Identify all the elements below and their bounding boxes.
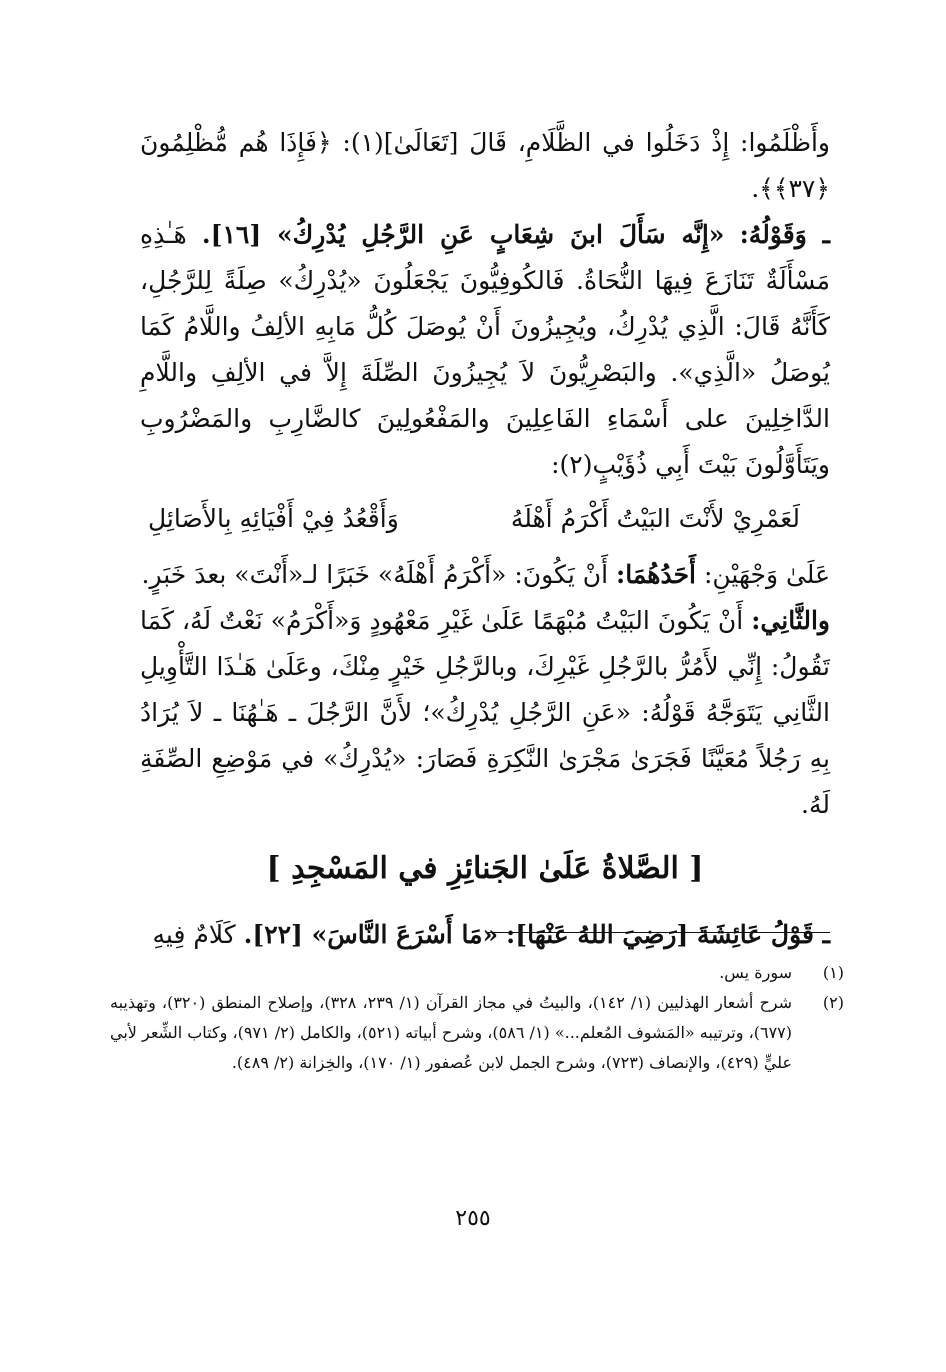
footnote-number: (٢) — [822, 993, 844, 1012]
poetry-verse — [140, 496, 830, 542]
verse-second-hemistich: وَأَقْعُدُ فِيْ أَفْيَائِهِ بِالأَصَائِلِ — [148, 504, 399, 533]
lead-phrase: ـ قَوْلُ عَائِشَةَ [رَضِيَ اللهُ عَنْهَا]: — [506, 920, 830, 949]
footnote-divider — [488, 932, 830, 933]
lead-phrase: والثَّانِي: — [751, 606, 831, 635]
footnote-text: شرح أشعار الهذليين (١/ ١٤٢)، والبيتُ في مجاز القرآن (١/ ٢٣٩، ٣٢٨)، وإصلاح المنطق (٣٢٠)، وتهذيبه (٦٧٧)، وترتيبه «المَشوف المُعلم...» (١/ ٥٨٦)، وشرح أبياته (٥٢١)، والكامل (٢/ ٩٧١)، وكتاب الشِّعر لأبي عليٍّ (٤٢٩)، والإنصاف (٧٢٣)، وشرح الجمل لابن عُصفور (١/ ١٧٠)، والخِزانة (٢/ ٤٨٩). — [110, 993, 793, 1072]
paragraph — [140, 598, 830, 828]
hadith-quote: «إِنَّه سَأَلَ ابنَ شِعَابٍ عَنِ الرَّجُلِ يُدْرِكُ» [١٦]. — [201, 220, 725, 249]
paragraph — [140, 912, 830, 958]
paragraph — [140, 212, 830, 488]
page-number: ٢٥٥ — [455, 1206, 491, 1231]
paragraph-text: عَلَىٰ وَجْهَيْنِ: — [703, 560, 830, 589]
paragraph-text: أَنْ يَكُونَ: «أَكْرَمُ أَهْلَهُ» خَبَرًا لـ«أَنْتَ» بعدَ خَبَرٍ. — [141, 560, 609, 589]
lead-phrase: ـ وَقَوْلُهُ: — [739, 220, 831, 249]
paragraph-text: أَنْ يَكُونَ البَيْتُ مُبْهَمًا عَلَىٰ غَيْرِ مَعْهُودٍ وَ«أَكْرَمُ» نَعْتٌ لَهُ، كَمَا تَقُولُ: إِنِّي لأَمُرُّ بالرَّجُلِ غَيْرِكَ، وبالرَّجُلِ خَيْرٍ مِنْكَ، وعَلَىٰ هَـٰذَا التَّأْوِيلِ الثَّانِي يَتَوَجَّهُ قَوْلُهُ: «عَنِ الرَّجُلِ يُدْرِكُ»؛ لأَنَّ الرَّجُلَ ـ هَـٰهُنَا ـ لاَ يُرَادُ بِهِ رَجُلاً مُعَيَّنًا فَجَرَىٰ مَجْرَىٰ النَّكِرَةِ فَصَارَ: «يُدْرِكُ» في مَوْضِعِ الصِّفَةِ لَهُ. — [140, 606, 830, 819]
hadith-quote: «مَا أَسْرَعَ النَّاسَ» [٢٢]. — [243, 920, 499, 949]
paragraph-text: هَـٰذِهِ مَسْأَلَةٌ تَنَازَعَ فِيهَا النُّحَاةُ. فَالكُوفِيُّونَ يَجْعَلُونَ «يُدْرِكُ» صِلَةً لِلرَّجُلِ، كَأَنَّهُ قَالَ: الَّذِي يُدْرِكُ، ويُجِيزُونَ أَنْ يُوصَلَ كُلُّ مَابِهِ الألِفُ واللَّامُ كَمَا يُوصَلُ «الَّذِي». والبَصْرِيُّونَ لاَ يُجِيزُونَ الصِّلَةَ إِلاَّ في الألِفِ واللَّامِ الدَّاخِلِينَ على أَسْمَاءِ الفَاعِلِينَ والمَفْعُولِينَ كالضَّارِبِ والمَضْرُوبِ ويَتَأَوَّلُونَ بَيْتَ أَبِي ذُؤَيْبٍ(٢): — [140, 220, 830, 479]
main-text — [140, 120, 830, 958]
footnotes — [110, 958, 844, 1078]
text-line: وأَظْلَمُوا: إِذْ دَخَلُوا في الظَّلَامِ، قَالَ [تَعَالَىٰ](١): ﴿فَإِذَا هُم مُّظْلِمُونَ ﴿٣٧﴾﴾. — [140, 128, 830, 203]
paragraph — [140, 552, 830, 598]
paragraph-text: كَلَامٌ فِيهِ — [152, 920, 236, 949]
footnote — [110, 988, 844, 1078]
footnote — [110, 958, 844, 988]
lead-phrase: أَحَدُهُمَا: — [616, 560, 697, 589]
section-heading: [ الصَّلاةُ عَلَىٰ الجَنائِزِ في المَسْجِدِ ] — [266, 851, 704, 886]
footnote-number: (١) — [822, 963, 844, 982]
footnote-text: سورة يس. — [719, 963, 792, 982]
verse-first-hemistich: لَعَمْرِيْ لأَنْتَ البَيْتُ أَكْرَمُ أَهْلَهُ — [510, 504, 800, 533]
